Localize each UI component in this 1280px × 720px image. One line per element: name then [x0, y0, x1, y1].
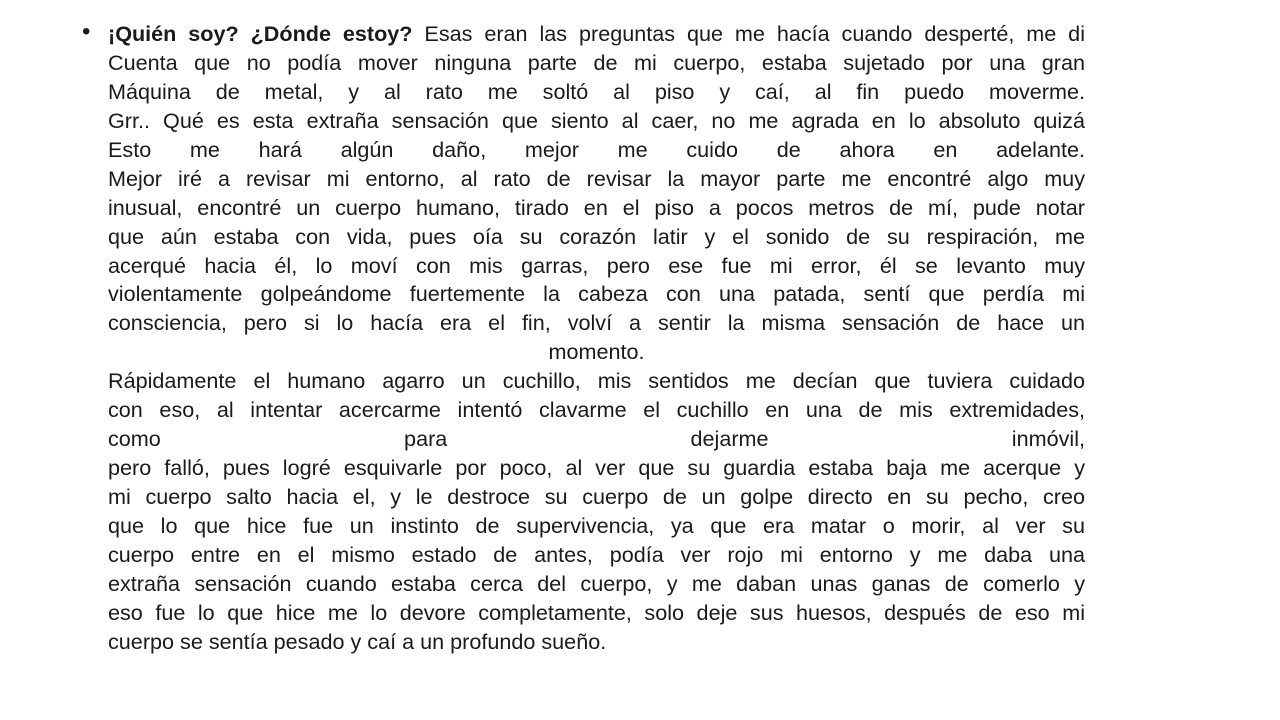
text-line-5: Esto me hará algún daño, mejor me cuido de ahora en adelante. — [108, 136, 1085, 162]
bullet-marker: • — [82, 18, 91, 45]
text-line-20: extraña sensación cuando estaba cerca del cuerpo, y me daban unas ganas de comerlo y — [108, 570, 1085, 596]
text-line-19: cuerpo entre en el mismo estado de antes, podía ver rojo mi entorno y me daba una — [108, 541, 1085, 567]
text-line-18: que lo que hice fue un instinto de supervivencia, ya que era matar o morir, al ver su — [108, 512, 1085, 538]
text-line-15: como para dejarme inmóvil, — [108, 426, 1085, 452]
text-line-3: Máquina de metal, y al rato me soltó al piso y caí, al fin puedo moverme. — [108, 78, 1085, 104]
text-line-2: Cuenta que no podía mover ninguna parte de mi cuerpo, estaba sujetado por una gran — [108, 49, 1085, 75]
text-line-8: que aún estaba con vida, pues oía su corazón latir y el sonido de su respiración, me — [108, 223, 1085, 249]
text-line-12: momento. — [548, 339, 645, 365]
text-line-17: mi cuerpo salto hacia el, y le destroce su cuerpo de un golpe directo en su pecho, creo — [108, 484, 1085, 509]
text-line-7: inusual, encontré un cuerpo humano, tirado en el piso a pocos metros de mí, pude notar — [108, 194, 1085, 220]
text-line-9: acerqué hacia él, lo moví con mis garras, pero ese fue mi error, él se levanto muy — [108, 252, 1085, 278]
text-line-14: con eso, al intentar acercarme intentó clavarme el cuchillo en una de mis extremidades, — [108, 397, 1085, 423]
text-line-21: eso fue lo que hice me lo devore completamente, solo deje sus huesos, después de eso mi — [108, 599, 1085, 625]
text-line-1 — [108, 20, 1085, 49]
text-line-4: Grr.. Qué es esta extraña sensación que siento al caer, no me agrada en lo absoluto quizá — [108, 107, 1085, 133]
text-line-11: consciencia, pero si lo hacía era el fin, volví a sentir la misma sensación de hace un — [108, 310, 1085, 336]
text-line-16: pero falló, pues logré esquivarle por poco, al ver que su guardia estaba baja me acerque y — [108, 455, 1085, 481]
text-line-1-rest: Esas eran las preguntas que me hacía cuando desperté, me di — [412, 21, 1085, 46]
text-line-13: Rápidamente el humano agarro un cuchillo, mis sentidos me decían que tuviera cuidado — [108, 368, 1085, 394]
text-line-22: cuerpo se sentía pesado y caí a un profundo sueño. — [108, 628, 607, 654]
title-question: ¡Quién soy? ¿Dónde estoy? — [108, 21, 413, 46]
text-line-10: violentamente golpeándome fuertemente la cabeza con una patada, sentí que perdía mi — [108, 281, 1085, 307]
text-line-6: Mejor iré a revisar mi entorno, al rato de revisar la mayor parte me encontré algo muy — [108, 165, 1085, 191]
body-paragraph — [108, 20, 1085, 657]
